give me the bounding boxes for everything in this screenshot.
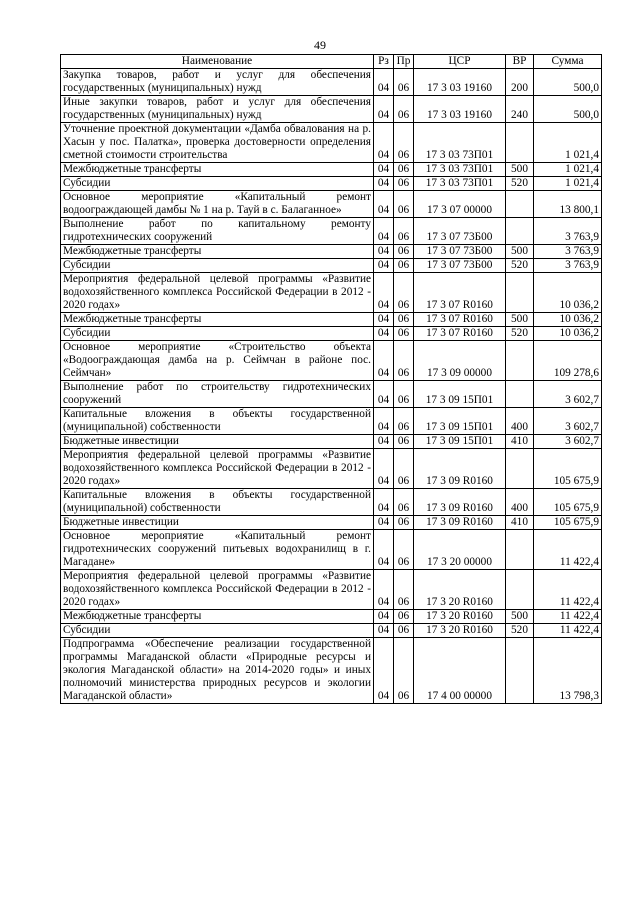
cell-rz: 04 — [374, 177, 394, 191]
cell-csr: 17 3 03 73П01 — [414, 177, 506, 191]
cell-sum: 3 763,9 — [534, 259, 602, 273]
cell-csr: 17 3 03 19160 — [414, 96, 506, 123]
cell-sum: 13 800,1 — [534, 191, 602, 218]
cell-pr: 06 — [394, 69, 414, 96]
table-row — [61, 327, 602, 341]
cell-rz: 04 — [374, 570, 394, 610]
cell-name: Субсидии — [61, 624, 374, 638]
table-row — [61, 273, 602, 313]
cell-sum: 11 422,4 — [534, 624, 602, 638]
cell-pr: 06 — [394, 327, 414, 341]
cell-vr: 410 — [506, 435, 534, 449]
cell-rz: 04 — [374, 218, 394, 245]
cell-rz: 04 — [374, 69, 394, 96]
table-row — [61, 570, 602, 610]
cell-vr: 200 — [506, 69, 534, 96]
cell-rz: 04 — [374, 163, 394, 177]
cell-vr — [506, 530, 534, 570]
cell-vr — [506, 218, 534, 245]
cell-name: Межбюджетные трансферты — [61, 610, 374, 624]
cell-vr: 500 — [506, 245, 534, 259]
header-vr: ВР — [506, 55, 534, 69]
cell-rz: 04 — [374, 489, 394, 516]
table-row — [61, 259, 602, 273]
cell-sum: 105 675,9 — [534, 489, 602, 516]
cell-pr: 06 — [394, 341, 414, 381]
table-row — [61, 123, 602, 163]
table-row — [61, 191, 602, 218]
cell-pr: 06 — [394, 245, 414, 259]
cell-pr: 06 — [394, 624, 414, 638]
cell-name: Подпрограмма «Обеспечение реализации государственной программы Магаданской области «Природные ресурсы и экология Магаданской области» на 2014-2020 годы» и иных полномочий министерства природных ресурсов и экологии Магаданской области» — [61, 638, 374, 704]
cell-name: Выполнение работ по строительству гидротехнических сооружений — [61, 381, 374, 408]
cell-name: Субсидии — [61, 259, 374, 273]
cell-vr: 500 — [506, 610, 534, 624]
cell-sum: 13 798,3 — [534, 638, 602, 704]
cell-sum: 3 602,7 — [534, 381, 602, 408]
cell-vr: 500 — [506, 313, 534, 327]
cell-pr: 06 — [394, 489, 414, 516]
cell-pr: 06 — [394, 638, 414, 704]
cell-pr: 06 — [394, 435, 414, 449]
cell-sum: 105 675,9 — [534, 449, 602, 489]
cell-pr: 06 — [394, 408, 414, 435]
cell-vr — [506, 449, 534, 489]
cell-name: Бюджетные инвестиции — [61, 516, 374, 530]
cell-sum: 1 021,4 — [534, 163, 602, 177]
page-number: 49 — [314, 38, 326, 52]
cell-pr: 06 — [394, 123, 414, 163]
cell-pr: 06 — [394, 177, 414, 191]
cell-csr: 17 3 07 R0160 — [414, 327, 506, 341]
table-row — [61, 516, 602, 530]
cell-rz: 04 — [374, 435, 394, 449]
cell-sum: 10 036,2 — [534, 327, 602, 341]
cell-sum: 3 763,9 — [534, 218, 602, 245]
table-row — [61, 638, 602, 704]
cell-sum: 1 021,4 — [534, 123, 602, 163]
table-row — [61, 381, 602, 408]
cell-csr: 17 3 03 73П01 — [414, 163, 506, 177]
cell-rz: 04 — [374, 449, 394, 489]
cell-name: Основное мероприятие «Капитальный ремонт гидротехнических сооружений питьевых водохранилищ в г. Магадане» — [61, 530, 374, 570]
cell-sum: 11 422,4 — [534, 530, 602, 570]
cell-sum: 1 021,4 — [534, 177, 602, 191]
cell-vr — [506, 341, 534, 381]
cell-csr: 17 3 20 R0160 — [414, 624, 506, 638]
header-rz: Рз — [374, 55, 394, 69]
table-row — [61, 530, 602, 570]
cell-vr — [506, 570, 534, 610]
table-row — [61, 408, 602, 435]
cell-csr: 17 3 09 15П01 — [414, 381, 506, 408]
cell-vr: 520 — [506, 327, 534, 341]
cell-name: Капитальные вложения в объекты государственной (муниципальной) собственности — [61, 489, 374, 516]
cell-rz: 04 — [374, 530, 394, 570]
cell-csr: 17 3 09 R0160 — [414, 516, 506, 530]
cell-name: Бюджетные инвестиции — [61, 435, 374, 449]
cell-rz: 04 — [374, 624, 394, 638]
table-row — [61, 163, 602, 177]
cell-rz: 04 — [374, 381, 394, 408]
cell-csr: 17 3 09 15П01 — [414, 435, 506, 449]
cell-csr: 17 3 20 R0160 — [414, 610, 506, 624]
cell-vr: 520 — [506, 177, 534, 191]
cell-rz: 04 — [374, 96, 394, 123]
cell-csr: 17 3 07 R0160 — [414, 313, 506, 327]
cell-csr: 17 3 20 00000 — [414, 530, 506, 570]
cell-csr: 17 4 00 00000 — [414, 638, 506, 704]
cell-rz: 04 — [374, 610, 394, 624]
cell-rz: 04 — [374, 191, 394, 218]
cell-vr — [506, 638, 534, 704]
cell-sum: 500,0 — [534, 69, 602, 96]
cell-name: Закупка товаров, работ и услуг для обеспечения государственных (муниципальных) нужд — [61, 69, 374, 96]
cell-csr: 17 3 09 R0160 — [414, 449, 506, 489]
cell-pr: 06 — [394, 449, 414, 489]
cell-rz: 04 — [374, 313, 394, 327]
cell-vr — [506, 273, 534, 313]
cell-rz: 04 — [374, 516, 394, 530]
cell-csr: 17 3 03 73П01 — [414, 123, 506, 163]
cell-vr: 400 — [506, 489, 534, 516]
cell-pr: 06 — [394, 313, 414, 327]
budget-table — [60, 54, 602, 704]
cell-name: Иные закупки товаров, работ и услуг для обеспечения государственных (муниципальных) нужд — [61, 96, 374, 123]
cell-vr: 520 — [506, 259, 534, 273]
cell-sum: 105 675,9 — [534, 516, 602, 530]
cell-sum: 11 422,4 — [534, 610, 602, 624]
cell-sum: 10 036,2 — [534, 313, 602, 327]
cell-vr — [506, 191, 534, 218]
table-row — [61, 245, 602, 259]
header-csr: ЦСР — [414, 55, 506, 69]
cell-vr: 410 — [506, 516, 534, 530]
cell-vr: 400 — [506, 408, 534, 435]
cell-sum: 109 278,6 — [534, 341, 602, 381]
cell-sum: 10 036,2 — [534, 273, 602, 313]
table-row — [61, 341, 602, 381]
cell-name: Межбюджетные трансферты — [61, 313, 374, 327]
cell-rz: 04 — [374, 638, 394, 704]
cell-name: Субсидии — [61, 327, 374, 341]
cell-sum: 3 602,7 — [534, 408, 602, 435]
cell-sum: 500,0 — [534, 96, 602, 123]
cell-pr: 06 — [394, 570, 414, 610]
cell-csr: 17 3 09 R0160 — [414, 489, 506, 516]
cell-pr: 06 — [394, 610, 414, 624]
cell-name: Межбюджетные трансферты — [61, 245, 374, 259]
cell-vr: 520 — [506, 624, 534, 638]
cell-rz: 04 — [374, 341, 394, 381]
cell-pr: 06 — [394, 516, 414, 530]
cell-csr: 17 3 09 15П01 — [414, 408, 506, 435]
cell-csr: 17 3 07 00000 — [414, 191, 506, 218]
cell-csr: 17 3 07 73Б00 — [414, 245, 506, 259]
cell-sum: 3 602,7 — [534, 435, 602, 449]
cell-rz: 04 — [374, 327, 394, 341]
table-row — [61, 610, 602, 624]
table-row — [61, 69, 602, 96]
header-name: Наименование — [61, 55, 374, 69]
cell-name: Основное мероприятие «Строительство объекта «Водоограждающая дамба на р. Сеймчан в районе пос. Сеймчан» — [61, 341, 374, 381]
cell-pr: 06 — [394, 191, 414, 218]
cell-vr — [506, 381, 534, 408]
cell-vr — [506, 123, 534, 163]
cell-name: Мероприятия федеральной целевой программы «Развитие водохозяйственного комплекса Российской Федерации в 2012 - 2020 годах» — [61, 449, 374, 489]
header-sum: Сумма — [534, 55, 602, 69]
cell-rz: 04 — [374, 273, 394, 313]
cell-name: Выполнение работ по капитальному ремонту гидротехнических сооружений — [61, 218, 374, 245]
cell-rz: 04 — [374, 408, 394, 435]
cell-name: Межбюджетные трансферты — [61, 163, 374, 177]
cell-csr: 17 3 20 R0160 — [414, 570, 506, 610]
cell-sum: 11 422,4 — [534, 570, 602, 610]
cell-csr: 17 3 09 00000 — [414, 341, 506, 381]
cell-name: Основное мероприятие «Капитальный ремонт водоограждающей дамбы № 1 на р. Тауй в с. Балаганное» — [61, 191, 374, 218]
cell-csr: 17 3 03 19160 — [414, 69, 506, 96]
cell-name: Мероприятия федеральной целевой программы «Развитие водохозяйственного комплекса Российской Федерации в 2012 - 2020 годах» — [61, 570, 374, 610]
table-row — [61, 218, 602, 245]
cell-pr: 06 — [394, 530, 414, 570]
cell-csr: 17 3 07 73Б00 — [414, 259, 506, 273]
table-row — [61, 449, 602, 489]
cell-sum: 3 763,9 — [534, 245, 602, 259]
cell-pr: 06 — [394, 96, 414, 123]
table-body — [61, 69, 602, 704]
table-header-row — [61, 55, 602, 69]
table-row — [61, 624, 602, 638]
cell-name: Капитальные вложения в объекты государственной (муниципальной) собственности — [61, 408, 374, 435]
cell-pr: 06 — [394, 163, 414, 177]
cell-rz: 04 — [374, 245, 394, 259]
cell-name: Уточнение проектной документации «Дамба обвалования на р. Хасын у пос. Палатка», проверка достоверности определения сметной стоимости строительства — [61, 123, 374, 163]
cell-name: Мероприятия федеральной целевой программы «Развитие водохозяйственного комплекса Российской Федерации в 2012 - 2020 годах» — [61, 273, 374, 313]
cell-pr: 06 — [394, 259, 414, 273]
cell-vr: 240 — [506, 96, 534, 123]
cell-rz: 04 — [374, 123, 394, 163]
table-row — [61, 489, 602, 516]
table-row — [61, 313, 602, 327]
cell-pr: 06 — [394, 273, 414, 313]
header-pr: Пр — [394, 55, 414, 69]
table-row — [61, 96, 602, 123]
cell-csr: 17 3 07 R0160 — [414, 273, 506, 313]
cell-vr: 500 — [506, 163, 534, 177]
table-row — [61, 177, 602, 191]
cell-rz: 04 — [374, 259, 394, 273]
cell-pr: 06 — [394, 381, 414, 408]
cell-pr: 06 — [394, 218, 414, 245]
table-row — [61, 435, 602, 449]
cell-name: Субсидии — [61, 177, 374, 191]
cell-csr: 17 3 07 73Б00 — [414, 218, 506, 245]
